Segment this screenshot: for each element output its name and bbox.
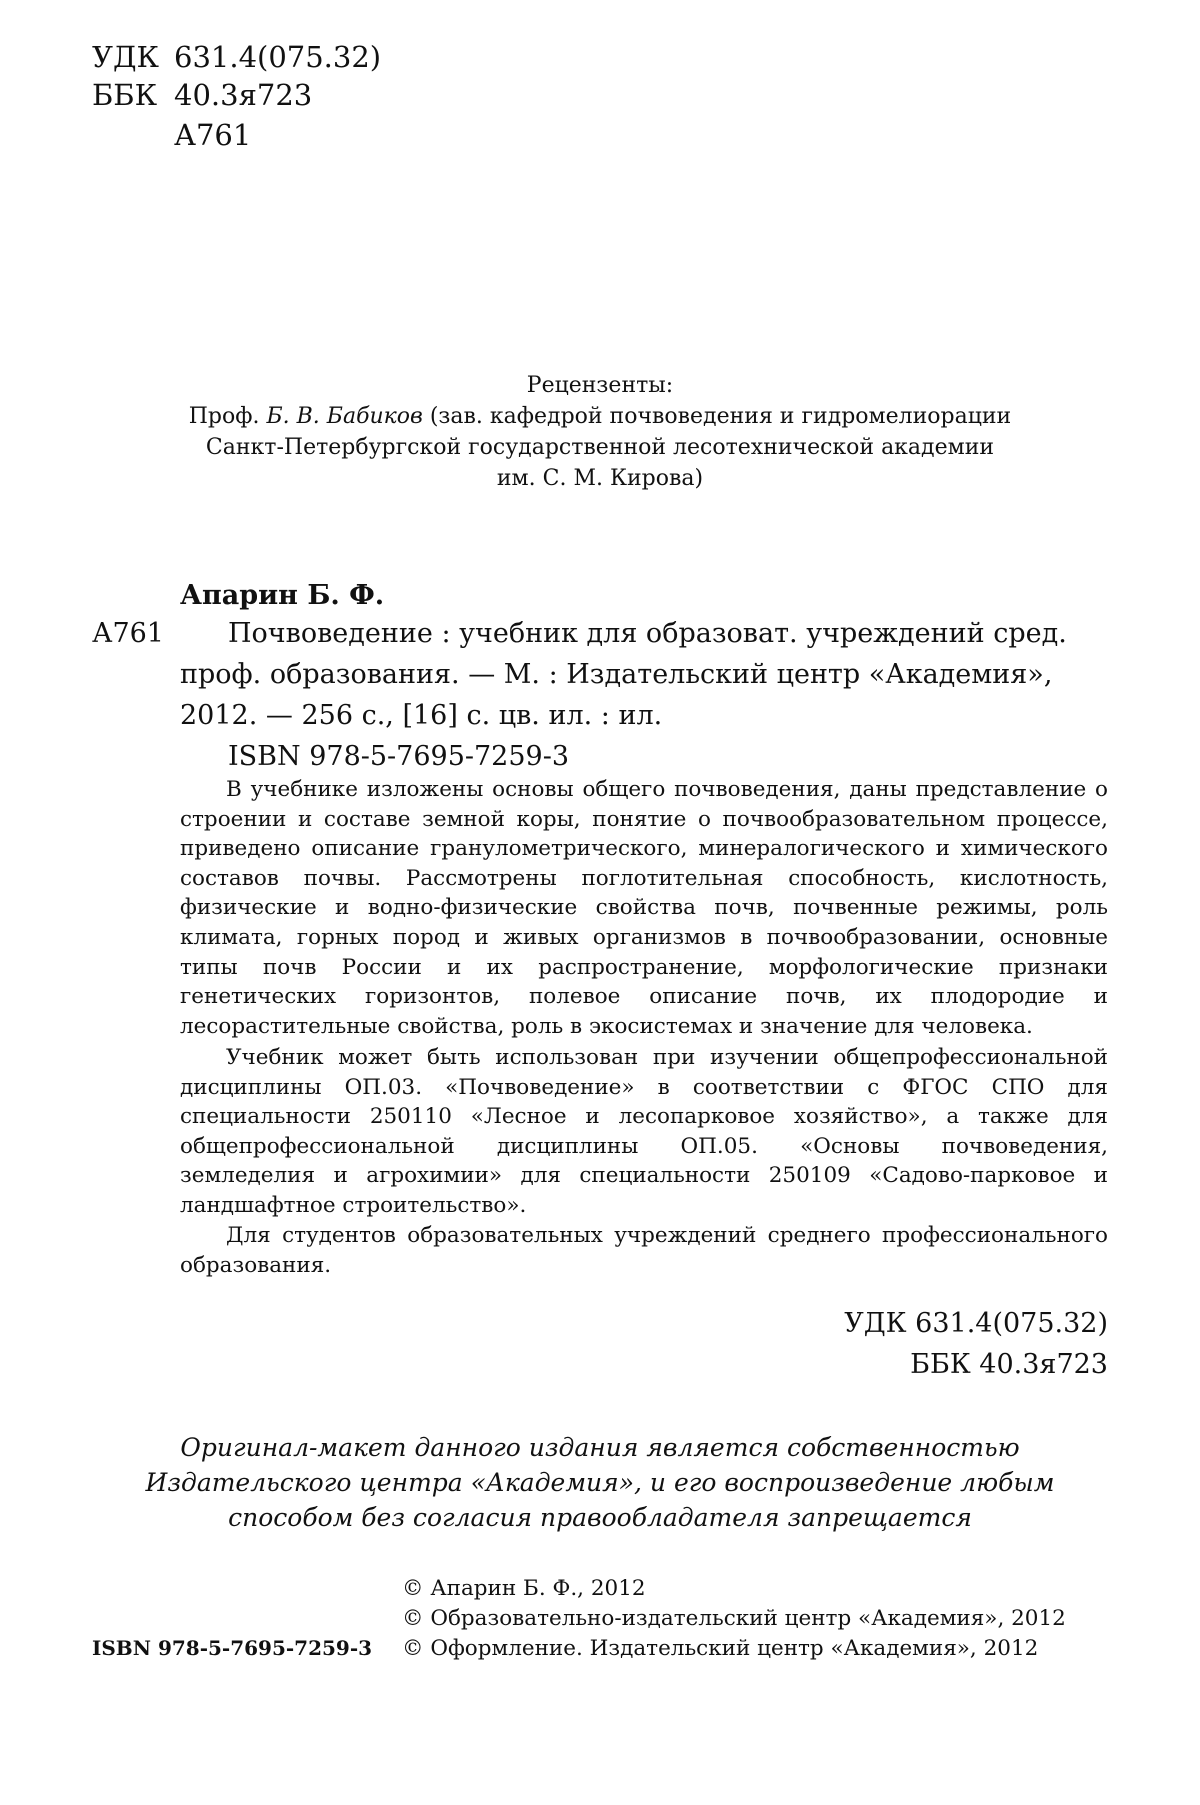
record-isbn: ISBN 978-5-7695-7259-3 [228,741,570,772]
abstract-paragraph-1 [180,775,1108,1041]
abstract-p1-text: В учебнике изложены основы общего почвоведения, даны представление о строении и составе земной коры, понятие о почвообразовательном процессе, приведено описание гранулометрического, минералогического и химического составов почвы. Рассмотрены поглотительная способность, кислотность, физические и водно-физические свойства почв, почвенные режимы, роль климата, горных пород и живых организмов в почвообразовании, основные типы почв России и их распространение, морфологические признаки генетических горизонтов, полевое описание почв, их плодородие и лесорастительные свойства, роль в экосистемах и значение для человека. [180,777,1108,1039]
abstract-paragraph-2 [180,1043,1108,1221]
abstract-p3-text: Для студентов образовательных учреждений среднего профессионального образования. [180,1223,1108,1278]
abstract-p2-text: Учебник может быть использован при изучении общепрофессиональной дисциплины ОП.03. «Почвоведение» в соответствии с ФГОС СПО для специальности 250110 «Лесное и лесопарковое хозяйство», а также для общепрофессиональной дисциплины ОП.05. «Основы почвоведения, земледелия и агрохимии» для специальности 250109 «Садово-парковое и ландшафтное строительство». [180,1045,1108,1218]
reviewers-line2: Санкт-Петербургской государственной лесотехнической академии [205,435,995,460]
record-title-line2: проф. образования. — М. : Издательский центр «Академия», [180,659,1053,690]
reviewers-prefix: Проф. [188,404,267,429]
udk-value: 631.4(075.32) [174,40,382,74]
udk-label: УДК [92,40,159,74]
notice-line3: способом без согласия правообладателя запрещается [228,1503,972,1532]
author-mark-top: А761 [174,118,252,152]
reviewer-name: Б. В. Бабиков [266,404,423,429]
record-bbk: ББК 40.3я723 [910,1349,1108,1380]
notice-line2: Издательского центра «Академия», и его воспроизведение любым [145,1468,1055,1497]
reviewers-title: Рецензенты: [526,373,674,398]
abstract-paragraph-3 [180,1221,1108,1280]
notice-line1: Оригинал-макет данного издания является собственностью [180,1433,1020,1462]
record-author: Апарин Б. Ф. [180,580,385,611]
reviewers-line1 [0,401,1200,432]
bbk-line [92,76,312,114]
record-author-mark: А761 [92,618,164,649]
reviewers-line3: им. С. М. Кирова) [496,466,704,491]
record-title-line3: 2012. — 256 с., [16] с. цв. ил. : ил. [180,700,663,731]
bbk-label: ББК [92,78,158,112]
copyright-publisher: © Образовательно-издательский центр «Академия», 2012 [402,1606,1066,1631]
record-udk: УДК 631.4(075.32) [844,1308,1108,1339]
record-title-line1: Почвоведение : учебник для образоват. учреждений сред. [228,618,1067,649]
udk-line [92,38,381,76]
bbk-value: 40.3я723 [174,78,313,112]
reviewers-position: (зав. кафедрой почвоведения и гидромелиорации [422,404,1012,429]
copyright-author: © Апарин Б. Ф., 2012 [402,1576,646,1601]
footer-isbn: ISBN 978-5-7695-7259-3 [92,1636,373,1660]
copyright-design: © Оформление. Издательский центр «Академия», 2012 [402,1636,1039,1661]
